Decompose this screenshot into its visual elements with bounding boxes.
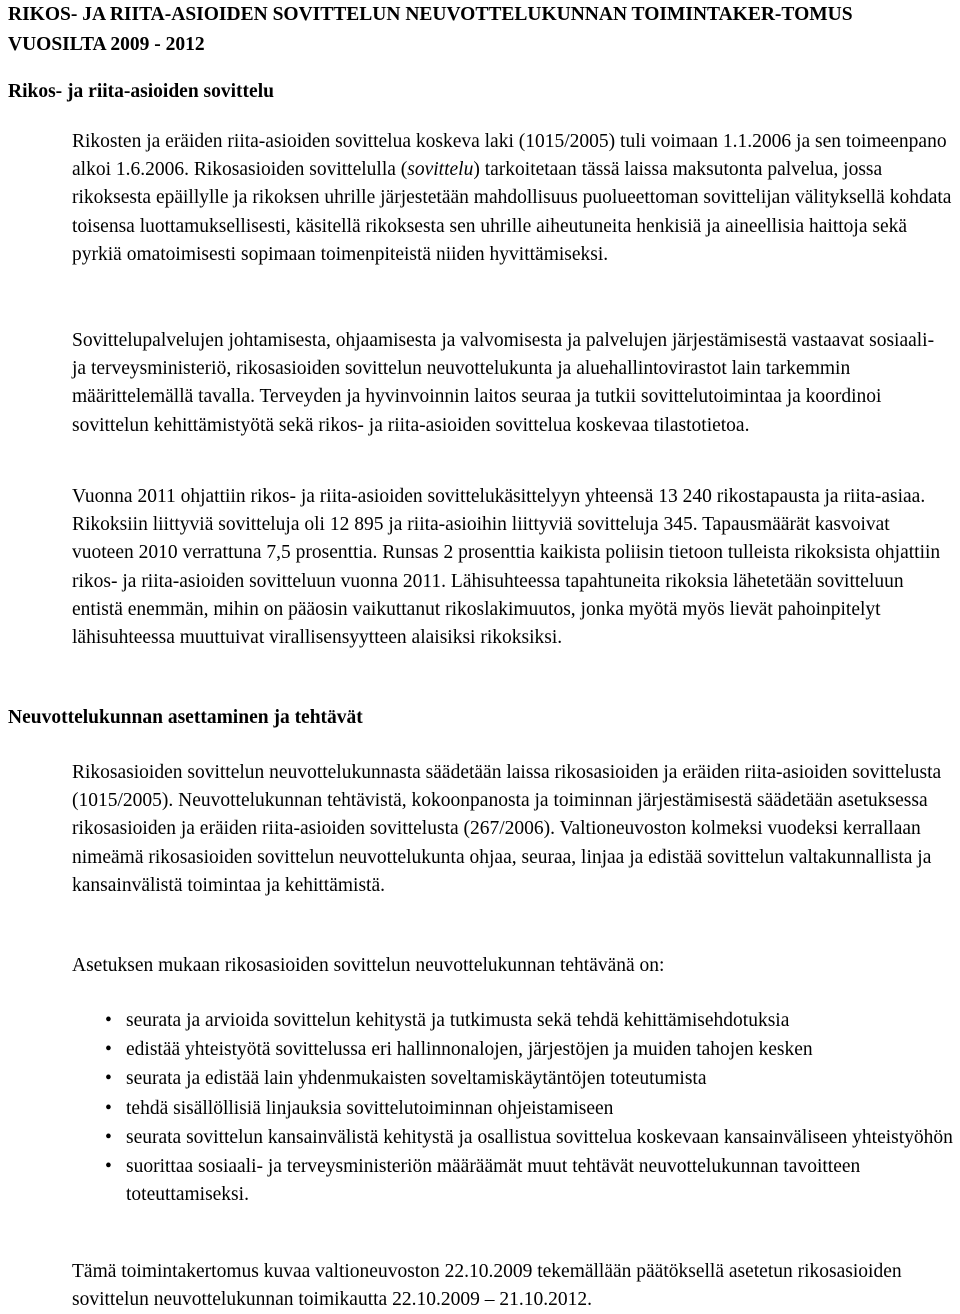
bullet-icon: •: [105, 1010, 112, 1031]
section-heading-sovittelu: Rikos- ja riita-asioiden sovittelu: [8, 81, 274, 102]
task-list: [72, 1007, 960, 1210]
list-item: [72, 1095, 960, 1123]
paragraph-law-text-start: Rikosten ja eräiden riita-asioiden sovittelua koskeva laki (1015/2005) tuli voimaan 1.1.2006 ja sen toimeenpano alkoi 1.6.2006. Rikosasioiden sovittelulla (: [72, 131, 947, 181]
paragraph-responsibilities: Sovittelupalvelujen johtamisesta, ohjaamisesta ja valvomisesta ja palvelujen järjestämisestä vastaavat sosiaali- ja terveysministeriö, rikosasioiden sovittelun neuvottelukunta ja aluehallintovirastot lain tarkemmin määrittelemällä tavalla. Terveyden ja hyvinvoinnin laitos seuraa ja tutkii sovittelutoimintaa ja koordinoi sovittelun kehittämistyötä sekä rikos- ja riita-asioiden sovittelua koskevaa tilastotietoa.: [72, 330, 935, 436]
list-item: [72, 1065, 960, 1093]
list-item: [72, 1153, 960, 1209]
bullet-icon: •: [105, 1156, 112, 1178]
paragraph-law-text-end: ) tarkoitetaan tässä laissa maksutonta palvelua, jossa rikoksesta epäillylle ja rikoksen uhrille järjestetään mahdollisuus puolueettoman sovittelijan välityksellä kohdata toisensa luottamuksellisesti, käsitellä rikoksesta sen uhrille aiheutuneita henkisiä ja aineellisia haittoja sekä pyrkiä omatoimisesti sopimaan toimenpiteistä niiden hyvittämiseksi.: [72, 159, 952, 265]
list-item: [72, 1007, 960, 1035]
bullet-icon: •: [105, 1039, 112, 1061]
document-title: RIKOS- JA RIITA-ASIOIDEN SOVITTELUN NEUVOTTELUKUNNAN TOIMINTAKER-TOMUS VUOSILTA 2009 - 2012: [8, 4, 853, 55]
task-text: tehdä sisällöllisiä linjauksia sovittelutoiminnan ohjeistamiseen: [126, 1097, 614, 1119]
task-text: edistää yhteistyötä sovittelussa eri hallinnonalojen, järjestöjen ja muiden tahojen kesken: [126, 1039, 813, 1061]
sovittelu-term: sovittelu: [407, 159, 474, 181]
task-text: suorittaa sosiaali- ja terveysministeriön määräämät muut tehtävät neuvottelukunnan tavoitteen toteuttamiseksi.: [126, 1156, 861, 1206]
bullet-icon: •: [105, 1126, 112, 1148]
task-text: seurata ja edistää lain yhdenmukaisten soveltamiskäytäntöjen toteutumista: [126, 1068, 707, 1090]
task-text: seurata sovittelun kansainvälistä kehitystä ja osallistua sovittelua koskevaan kansainväliseen yhteistyöhön: [126, 1126, 953, 1148]
list-item: [72, 1124, 960, 1152]
section-heading-neuvottelukunta: Neuvottelukunnan asettaminen ja tehtävät: [8, 707, 363, 728]
list-item: [72, 1036, 960, 1064]
paragraph-closing: Tämä toimintakertomus kuvaa valtioneuvoston 22.10.2009 tekemällään päätöksellä asetetun rikosasioiden sovittelun neuvottelukunnan toimikautta 22.10.2009 – 21.10.2012.: [72, 1261, 902, 1311]
bullet-icon: •: [105, 1097, 112, 1119]
paragraph-statistics-2011: Vuonna 2011 ohjattiin rikos- ja riita-asioiden sovittelukäsittelyyn yhteensä 13 240 rikostapausta ja riita-asiaa. Rikoksiin liittyviä sovitteluja oli 12 895 ja riita-asioihin liittyviä sovitteluja 345. Tapausmäärät kasvoivat vuoteen 2010 verrattuna 7,5 prosenttia. Runsas 2 prosenttia kaikista poliisin tietoon tulleista rikoksista ohjattiin rikos- ja riita-asioiden sovitteluun vuonna 2011. Lähisuhteessa tapahtuneita rikoksia lähetetään sovitteluun entistä enemmän, mihin on pääosin vaikuttanut rikoslakimuutos, jonka myötä myös lievät pahoinpitelyt lähisuhteessa muuttuivat virallisensyytteen alaisiksi rikoksiksi.: [72, 486, 941, 649]
paragraph-tasks-intro: Asetuksen mukaan rikosasioiden sovittelun neuvottelukunnan tehtävänä on:: [72, 955, 665, 976]
task-text: seurata ja arvioida sovittelun kehitystä ja tutkimusta sekä tehdä kehittämisehdotuksia: [126, 1010, 790, 1031]
paragraph-law: [72, 128, 952, 269]
bullet-icon: •: [105, 1068, 112, 1090]
paragraph-neuvottelukunta: Rikosasioiden sovittelun neuvottelukunnasta säädetään laissa rikosasioiden ja eräiden riita-asioiden sovittelusta (1015/2005). Neuvottelukunnan tehtävistä, kokoonpanosta ja toiminnan järjestämisestä säädetään asetuksessa rikosasioiden ja eräiden riita-asioiden sovittelusta (267/2006). Valtioneuvoston kolmeksi vuodeksi kerrallaan nimeämä rikosasioiden sovittelun neuvottelukunta ohjaa, seuraa, linjaa ja edistää sovittelun valtakunnallista ja kansainvälistä toimintaa ja kehittämistä.: [72, 762, 942, 896]
